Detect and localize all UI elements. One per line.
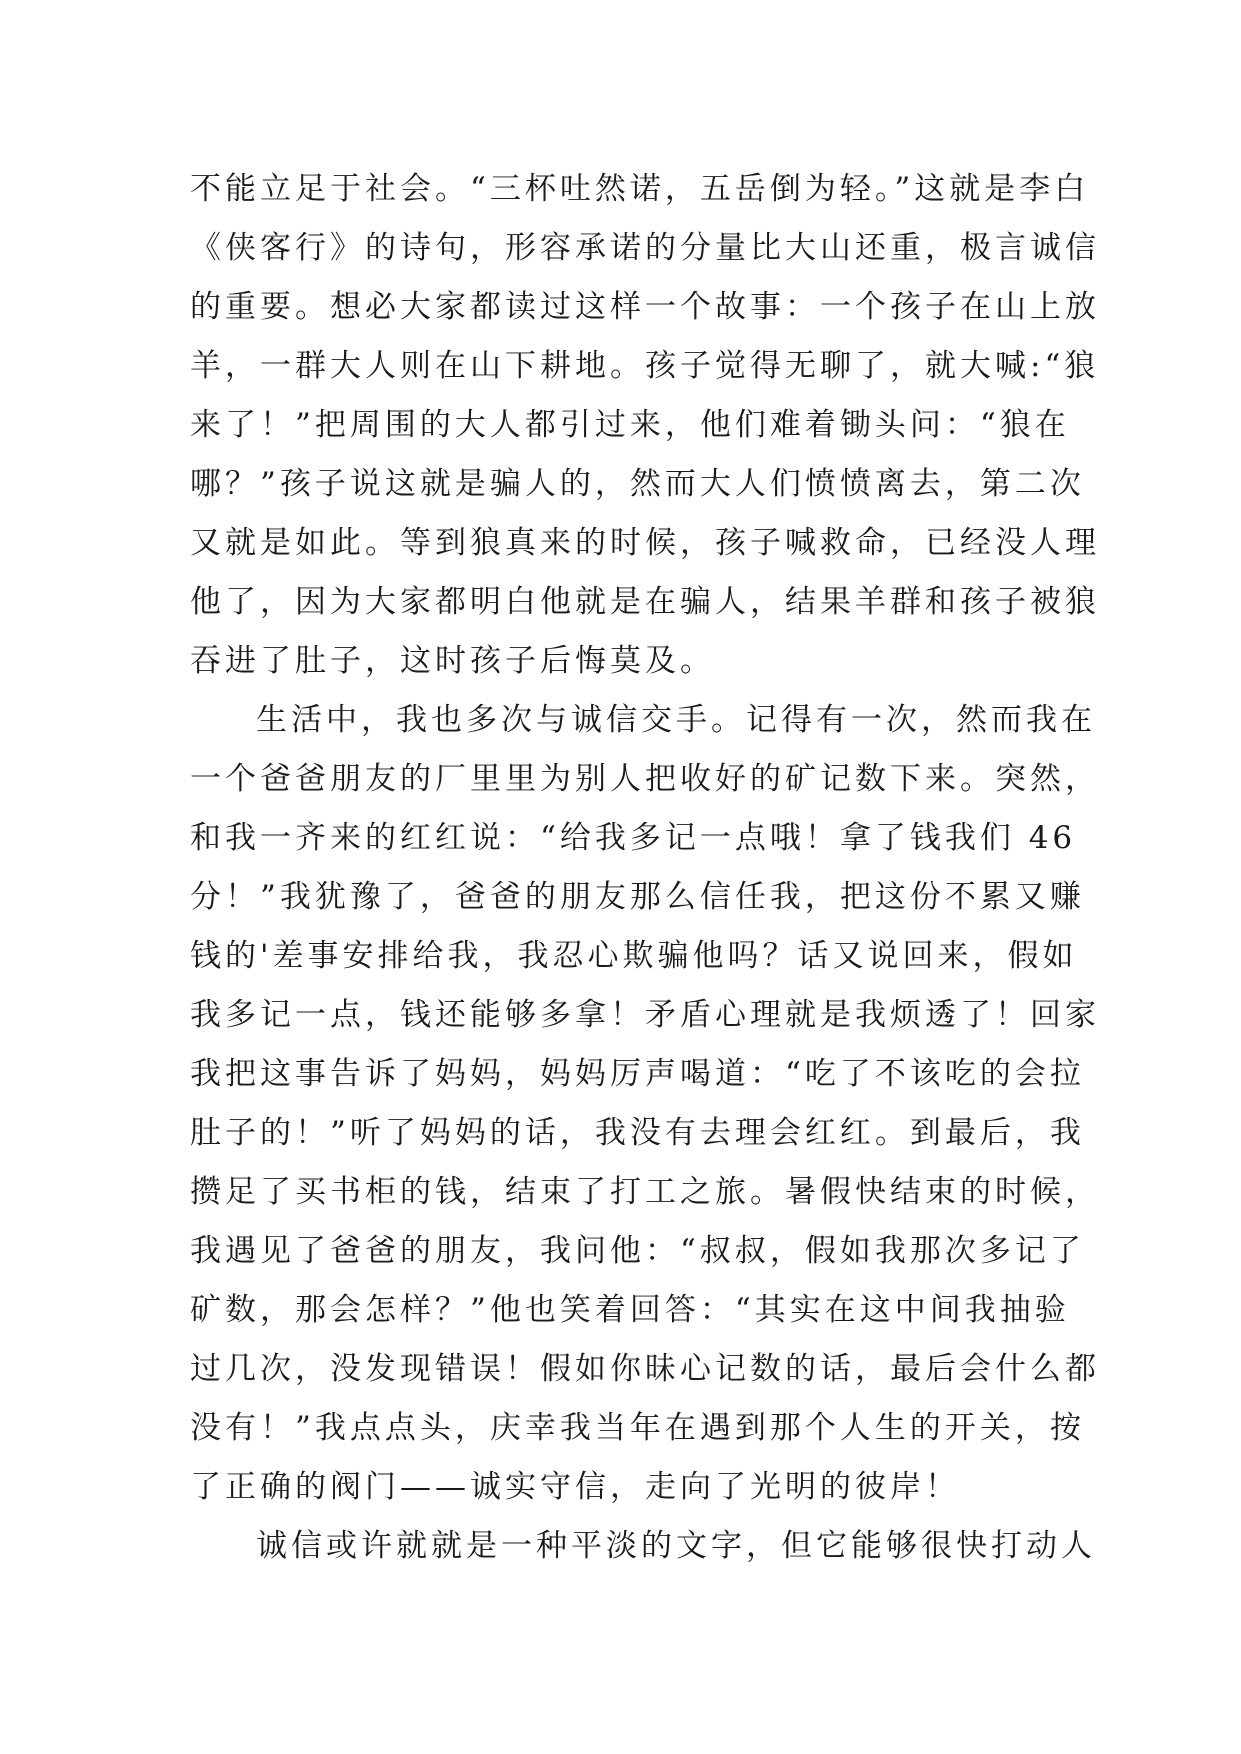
text-line: 我多记一点，钱还能够多拿！矛盾心理就是我烦透了！回家 [190,997,1100,1033]
text-line-indented: 生活中，我也多次与诚信交手。记得有一次，然而我在 [256,702,1096,738]
text-line: 分！”我犹豫了，爸爸的朋友那么信任我，把这份不累又赚 [190,879,1085,915]
text-line: 我把这事告诉了妈妈，妈妈厉声喝道：“吃了不该吃的会拉 [190,1056,1085,1092]
paragraph-3 [190,1517,1096,1576]
text-line: 了正确的阀门——诚实守信，走向了光明的彼岸！ [190,1469,960,1505]
body-text [190,160,1100,1576]
text-line: 不能立足于社会。“三杯吐然诺，五岳倒为轻。”这就是李白 [190,171,1090,207]
text-line: 他了，因为大家都明白他就是在骗人，结果羊群和孩子被狼 [190,584,1100,620]
text-line: 《侠客行》的诗句，形容承诺的分量比大山还重，极言诚信 [190,230,1100,266]
text-line: 又就是如此。等到狼真来的时候，孩子喊救命，已经没人理 [190,525,1100,561]
text-line: 没有！”我点点头，庆幸我当年在遇到那个人生的开关，按 [190,1410,1085,1446]
text-line: 一个爸爸朋友的厂里里为别人把收好的矿记数下来。突然， [190,761,1100,797]
text-line-indented: 诚信或许就就是一种平淡的文字，但它能够很快打动人 [256,1528,1096,1564]
text-line: 的重要。想必大家都读过这样一个故事：一个孩子在山上放 [190,289,1100,325]
text-line: 和我一齐来的红红说：“给我多记一点哦！拿了钱我们 46 [190,820,1077,856]
text-line: 吞进了肚子，这时孩子后悔莫及。 [190,643,715,679]
paragraph-2 [190,691,1100,1517]
text-line: 来了！”把周围的大人都引过来，他们难着锄头问：“狼在 [190,407,1070,443]
text-line: 矿数，那会怎样？”他也笑着回答：“其实在这中间我抽验 [190,1292,1070,1328]
text-line: 肚子的！”听了妈妈的话，我没有去理会红红。到最后，我 [190,1115,1085,1151]
text-line: 过几次，没发现错误！假如你昧心记数的话，最后会什么都 [190,1351,1100,1387]
text-line: 哪？”孩子说这就是骗人的，然而大人们愤愤离去，第二次 [190,466,1085,502]
text-line: 我遇见了爸爸的朋友，我问他：“叔叔，假如我那次多记了 [190,1233,1085,1269]
text-line: 钱的'差事安排给我，我忍心欺骗他吗？话又说回来，假如 [190,938,1078,974]
text-line: 攒足了买书柜的钱，结束了打工之旅。暑假快结束的时候， [190,1174,1100,1210]
text-line: 羊，一群大人则在山下耕地。孩子觉得无聊了，就大喊:“狼 [190,348,1100,384]
paragraph-1 [190,160,1100,691]
